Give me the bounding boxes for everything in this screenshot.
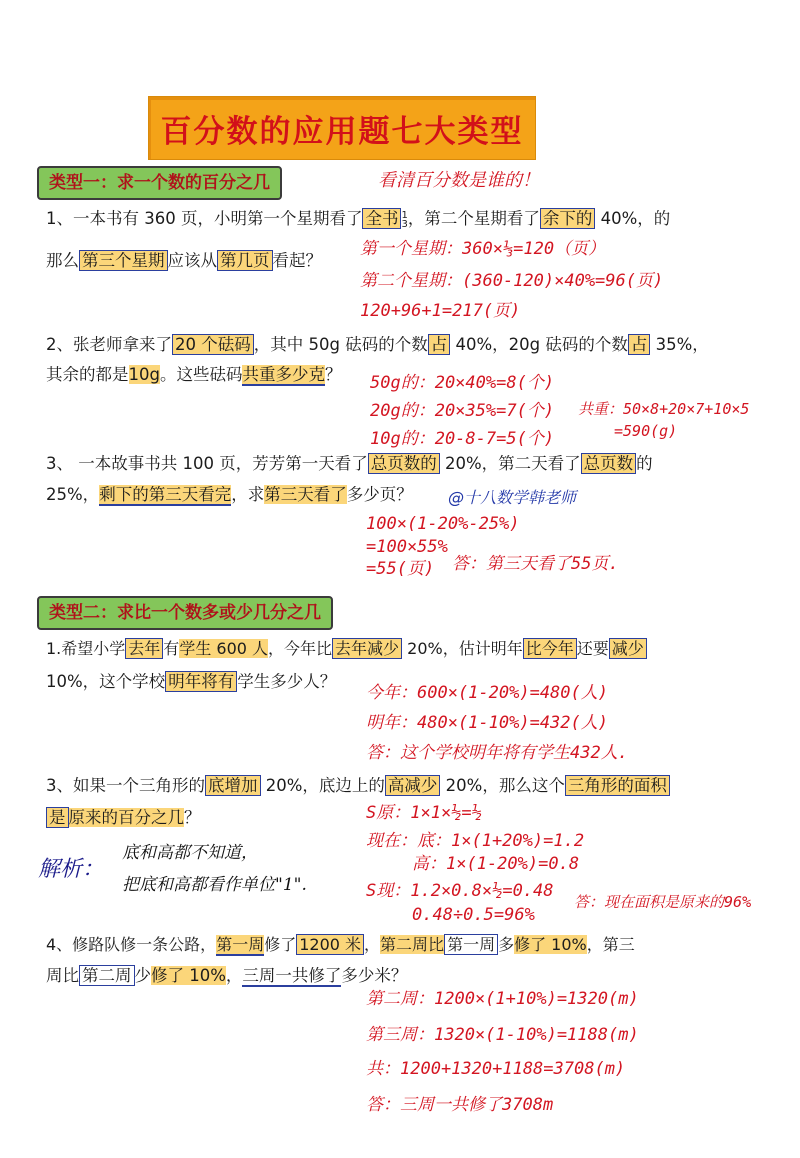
- highlight-third-week: 第三个星期: [79, 250, 168, 271]
- fraction-one-third: 1 3: [401, 209, 408, 230]
- page-title-banner: [148, 96, 536, 160]
- type2-q3-sol-2: 现在：底：1×(1+20%)=1.2: [366, 831, 585, 851]
- type2-q4-sol-1: 第二周：1200×(1+10%)=1320(m): [366, 989, 639, 1009]
- highlight-first-week: 第一周: [216, 935, 265, 954]
- type1-q3-sol-2: =100×55%: [366, 537, 448, 557]
- highlight-whole-book: 全书: [362, 208, 401, 229]
- highlight-less-10: 修了 10%: [151, 966, 226, 985]
- type1-q1-sol-3: 120+96+1=217(页): [360, 301, 521, 321]
- page-title: 百分数的应用题七大类型: [160, 113, 524, 150]
- type2-q1-line1: 1.希望小学 去年 有学生 600 人，今年比 去年减少 20%，估计明年 比今年 还要 减少: [46, 637, 647, 661]
- highlight-first-week-2: 第一周: [444, 934, 498, 955]
- type1-q2-sol-1: 50g的：20×40%=8(个): [370, 373, 555, 393]
- highlight-more-10: 修了 10%: [514, 935, 587, 954]
- type2-q1-sol-1: 今年：600×(1-20%)=480(人): [366, 683, 608, 703]
- type2-q3-sol-4: S现：1.2×0.8×½=0.48: [366, 881, 554, 901]
- highlight-total-weight: 共重多少克: [242, 365, 325, 384]
- type1-q3-line1: 3、 一本故事书共 100 页，芳芳第一天看了 总页数的 20%，第二天看了 总页数 的: [46, 454, 653, 473]
- highlight-three-weeks-total: 三周一共修了: [242, 966, 342, 985]
- type2-q4-sol-4: 答：三周一共修了3708m: [366, 1095, 554, 1115]
- type1-q3-line2: 25%，剩下的第三天看完，求第三天看了多少页？: [46, 485, 413, 504]
- highlight-zhan-2: 占: [628, 334, 651, 355]
- highlight-triangle-area: 三角形的面积: [565, 775, 670, 796]
- highlight-10g: 10g: [128, 365, 160, 384]
- type1-note: 看清百分数是谁的！: [378, 170, 540, 191]
- type2-q3-sol-1: S原：1×1×½=½: [366, 803, 482, 823]
- type1-q2-total-2: =590(g): [614, 422, 678, 440]
- highlight-percent-of-original: 原来的百分之几: [68, 808, 184, 827]
- highlight-than-this-year: 比今年: [523, 638, 577, 659]
- watermark: @十八数学韩老师: [448, 488, 577, 507]
- highlight-next-year: 明年将有: [165, 671, 237, 692]
- type1-q1-sol-1: 第一个星期：360×⅓=120（页）: [360, 239, 606, 259]
- highlight-which-page: 第几页: [217, 250, 273, 271]
- type2-label: 类型二：求比一个数多或少几分之几: [37, 596, 333, 630]
- highlight-600-students: 学生 600 人: [179, 639, 269, 658]
- type1-q3-sol-3: =55(页): [366, 559, 435, 579]
- type1-q3-answer: 答：第三天看了55页.: [452, 554, 619, 574]
- highlight-1200m: 1200 米: [296, 934, 364, 955]
- type1-q2-line1: 2、张老师拿来了 20 个砝码 ，其中 50g 砝码的个数 占 40%，20g 砝码的个数 占 35%，: [46, 335, 709, 354]
- highlight-decrease: 减少: [609, 638, 647, 659]
- highlight-third-day-read: 第三天看了: [264, 485, 347, 504]
- type2-q1-line2: 10%，这个学校 明年将有 学生多少人？: [46, 672, 337, 691]
- type2-q3-line1: 3、如果一个三角形的 底增加 20%，底边上的 高减少 20%，那么这个 三角形的面积: [46, 774, 670, 798]
- type2-q3-sol-5: 0.48÷0.5=96%: [412, 905, 535, 925]
- type1-q1-line1: 1、一本书有 360 页，小明第一个星期看了 全书 1 3，第二个星期看了 余下的 40%，的: [46, 209, 671, 230]
- highlight-last-year-decrease: 去年减少: [332, 638, 402, 659]
- type1-q2-total-1: 共重：50×8+20×7+10×5: [578, 400, 750, 418]
- type1-q2-sol-2: 20g的：20×35%=7(个): [370, 401, 555, 421]
- highlight-total-pages-2: 总页数: [581, 453, 637, 474]
- highlight-second-week-than: 第二周比: [380, 935, 445, 954]
- jiexi-line-2: 把底和高都看作单位"1".: [122, 875, 307, 895]
- type1-label: 类型一：求一个数的百分之几: [37, 166, 282, 200]
- highlight-20-weights: 20 个砝码: [172, 334, 254, 355]
- type2-q4-line1: 4、修路队修一条公路，第一周修了 1200 米 ，第二周比 第一周 多修了 10%，第三: [46, 935, 635, 954]
- highlight-zhan-1: 占: [428, 334, 451, 355]
- type2-q4-sol-3: 共：1200+1320+1188=3708(m): [366, 1059, 626, 1079]
- highlight-total-pages-1: 总页数的: [368, 453, 440, 474]
- type2-q3-answer: 答：现在面积是原来的96%: [574, 893, 752, 911]
- type1-q2-sol-3: 10g的：20-8-7=5(个): [370, 429, 555, 449]
- highlight-height-decrease: 高减少: [385, 775, 441, 796]
- type1-q3-sol-1: 100×(1-20%-25%): [366, 514, 520, 534]
- jiexi-label: 解析：: [38, 857, 105, 882]
- highlight-last-year: 去年: [125, 638, 163, 659]
- type1-q2-line2: 其余的都是10g。这些砝码共重多少克？: [46, 365, 342, 384]
- jiexi-line-1: 底和高都不知道，: [122, 843, 258, 863]
- type2-q1-sol-2: 明年：480×(1-10%)=432(人): [366, 713, 608, 733]
- type2-q1-sol-3: 答：这个学校明年将有学生432人.: [366, 743, 628, 763]
- type2-q3-sol-3: 高：1×(1-20%)=0.8: [412, 854, 580, 874]
- type2-q3-line2: 是 原来的百分之几？: [46, 806, 201, 830]
- type1-q1-sol-2: 第二个星期：(360-120)×40%=96(页): [360, 271, 664, 291]
- highlight-base-increase: 底增加: [205, 775, 261, 796]
- highlight-remaining: 余下的: [540, 208, 596, 229]
- type2-q4-line2: 周比 第二周 少修了 10%，三周一共修了多少米？: [46, 966, 408, 985]
- type1-q1-line2: 那么 第三个星期 应该从 第几页 看起？: [46, 251, 322, 270]
- highlight-second-week: 第二周: [79, 965, 135, 986]
- type2-q4-sol-2: 第三周：1320×(1-10%)=1188(m): [366, 1025, 639, 1045]
- highlight-remaining-third-day: 剩下的第三天看完: [99, 485, 232, 504]
